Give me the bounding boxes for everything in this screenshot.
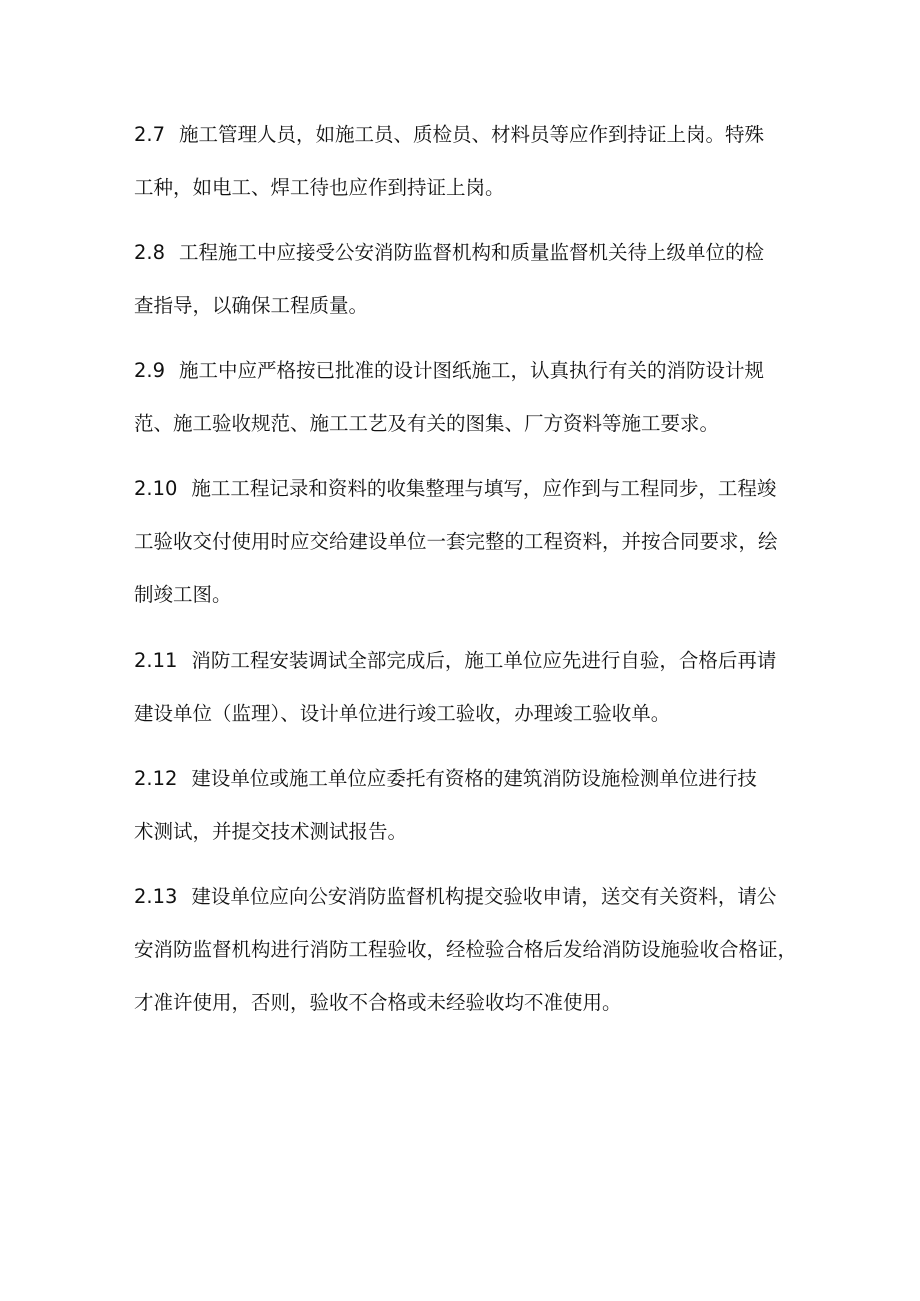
paragraph-line: 工验收交付使用时应交给建设单位一套完整的工程资料，并按合同要求，绘 <box>134 530 778 553</box>
clause-number: 2.8 <box>134 241 166 264</box>
clause-number: 2.11 <box>134 649 178 672</box>
paragraph-line: 建设单位（监理）、设计单位进行竣工验收，办理竣工验收单。 <box>134 702 671 725</box>
paragraph-line: 查指导，以确保工程质量。 <box>134 294 369 317</box>
paragraph-line: 范、施工验收规范、施工工艺及有关的图集、厂方资料等施工要求。 <box>134 412 720 435</box>
clause-number: 2.9 <box>134 359 166 382</box>
paragraph-line <box>134 226 794 279</box>
paragraph-2-8 <box>134 226 794 332</box>
paragraph-line <box>134 344 794 397</box>
paragraph-2-13 <box>134 870 798 1029</box>
paragraph-line: 安消防监督机构进行消防工程验收，经检验合格后发给消防设施验收合格证， <box>134 938 798 961</box>
line-text: 工程施工中应接受公安消防监督机构和质量监督机关待上级单位的检 <box>179 241 765 264</box>
line-text: 建设单位应向公安消防监督机构提交验收申请，送交有关资料，请公 <box>191 885 777 908</box>
clause-number: 2.10 <box>134 477 178 500</box>
paragraph-line: 工种，如电工、焊工待也应作到持证上岗。 <box>134 176 505 199</box>
paragraph-2-9 <box>134 344 794 450</box>
paragraph-2-12 <box>134 752 794 858</box>
paragraph-line <box>134 634 794 687</box>
clause-number: 2.12 <box>134 767 178 790</box>
paragraph-2-11 <box>134 634 794 740</box>
line-text: 施工工程记录和资料的收集整理与填写，应作到与工程同步，工程竣 <box>191 477 777 500</box>
line-text: 消防工程安装调试全部完成后，施工单位应先进行自验，合格后再请 <box>191 649 777 672</box>
paragraph-2-7 <box>134 108 794 214</box>
line-text: 建设单位或施工单位应委托有资格的建筑消防设施检测单位进行技 <box>191 767 757 790</box>
paragraph-line <box>134 752 794 805</box>
paragraph-line <box>134 462 794 515</box>
clause-number: 2.13 <box>134 885 178 908</box>
paragraph-2-10 <box>134 462 794 621</box>
clause-number: 2.7 <box>134 123 166 146</box>
line-text: 施工中应严格按已批准的设计图纸施工，认真执行有关的消防设计规 <box>179 359 765 382</box>
paragraph-line: 术测试，并提交技术测试报告。 <box>134 820 408 843</box>
paragraph-line <box>134 108 794 161</box>
paragraph-line <box>134 870 794 923</box>
paragraph-line: 制竣工图。 <box>134 583 232 606</box>
paragraph-line: 才准许使用，否则，验收不合格或未经验收均不准使用。 <box>134 991 622 1014</box>
line-text: 施工管理人员，如施工员、质检员、材料员等应作到持证上岗。特殊 <box>179 123 765 146</box>
